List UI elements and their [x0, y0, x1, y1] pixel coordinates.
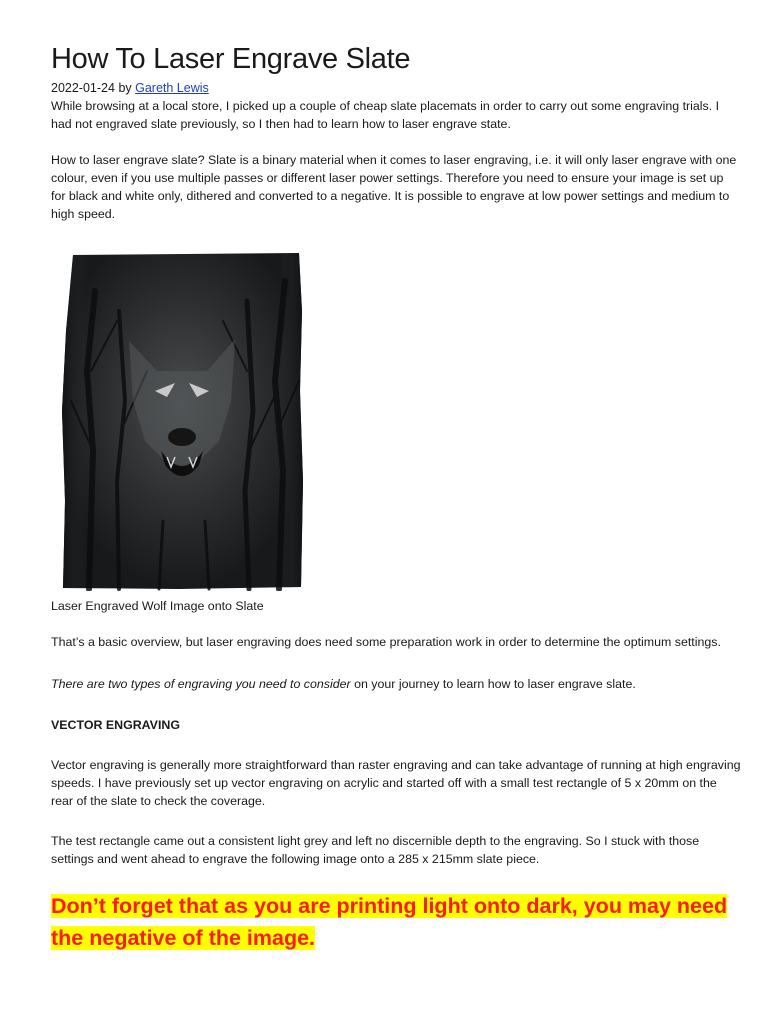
- post-meta: [51, 80, 741, 97]
- paragraph-vector: Vector engraving is generally more straightforward than raster engraving and can take advantage of running at high engraving speeds. I have previously set up vector engraving on acrylic and started off with a small test rectangle of 5 x 20mm on the rear of the slate to check the coverage.: [51, 758, 741, 808]
- image-caption: Laser Engraved Wolf Image onto Slate: [51, 599, 264, 613]
- author-link[interactable]: Gareth Lewis: [135, 81, 209, 95]
- paragraph-preparation: That’s a basic overview, but laser engraving does need some preparation work in order to determine the optimum settings.: [51, 635, 721, 649]
- highlight-callout: [51, 890, 741, 954]
- types-rest: on your journey to learn how to laser engrave slate.: [350, 677, 636, 691]
- wolf-slate-image: [59, 251, 305, 591]
- post-by: by: [118, 81, 132, 95]
- paragraph-intro: While browsing at a local store, I picked up a couple of cheap slate placemats in order to carry out some engraving trials. I had not engraved slate previously, so I then had to learn how to laser engrave state.: [51, 99, 720, 131]
- paragraph-test-rectangle: The test rectangle came out a consistent light grey and left no discernible depth to the engraving. So I stuck with those settings and went ahead to engrave the following image onto a 285 x 215mm slate piece.: [51, 834, 700, 866]
- article: [51, 40, 741, 954]
- post-date: 2022-01-24: [51, 81, 115, 95]
- callout-text: Don’t forget that as you are printing light onto dark, you may need the negative of the image.: [51, 894, 728, 950]
- paragraph-types: [51, 675, 741, 693]
- section-heading-vector: VECTOR ENGRAVING: [51, 718, 180, 732]
- types-emphasis: There are two types of engraving you need to consider: [51, 677, 351, 691]
- wolf-slate-illustration: [59, 251, 305, 591]
- paragraph-overview: How to laser engrave slate? Slate is a binary material when it comes to laser engraving, i.e. it will only laser engrave with one colour, even if you use multiple passes or different laser power settings. Therefore you need to ensure your image is set up for black and white only, dithered and converted to a negative. It is possible to engrave at low power settings and medium to high speed.: [51, 153, 737, 221]
- page-title: How To Laser Engrave Slate: [51, 43, 411, 75]
